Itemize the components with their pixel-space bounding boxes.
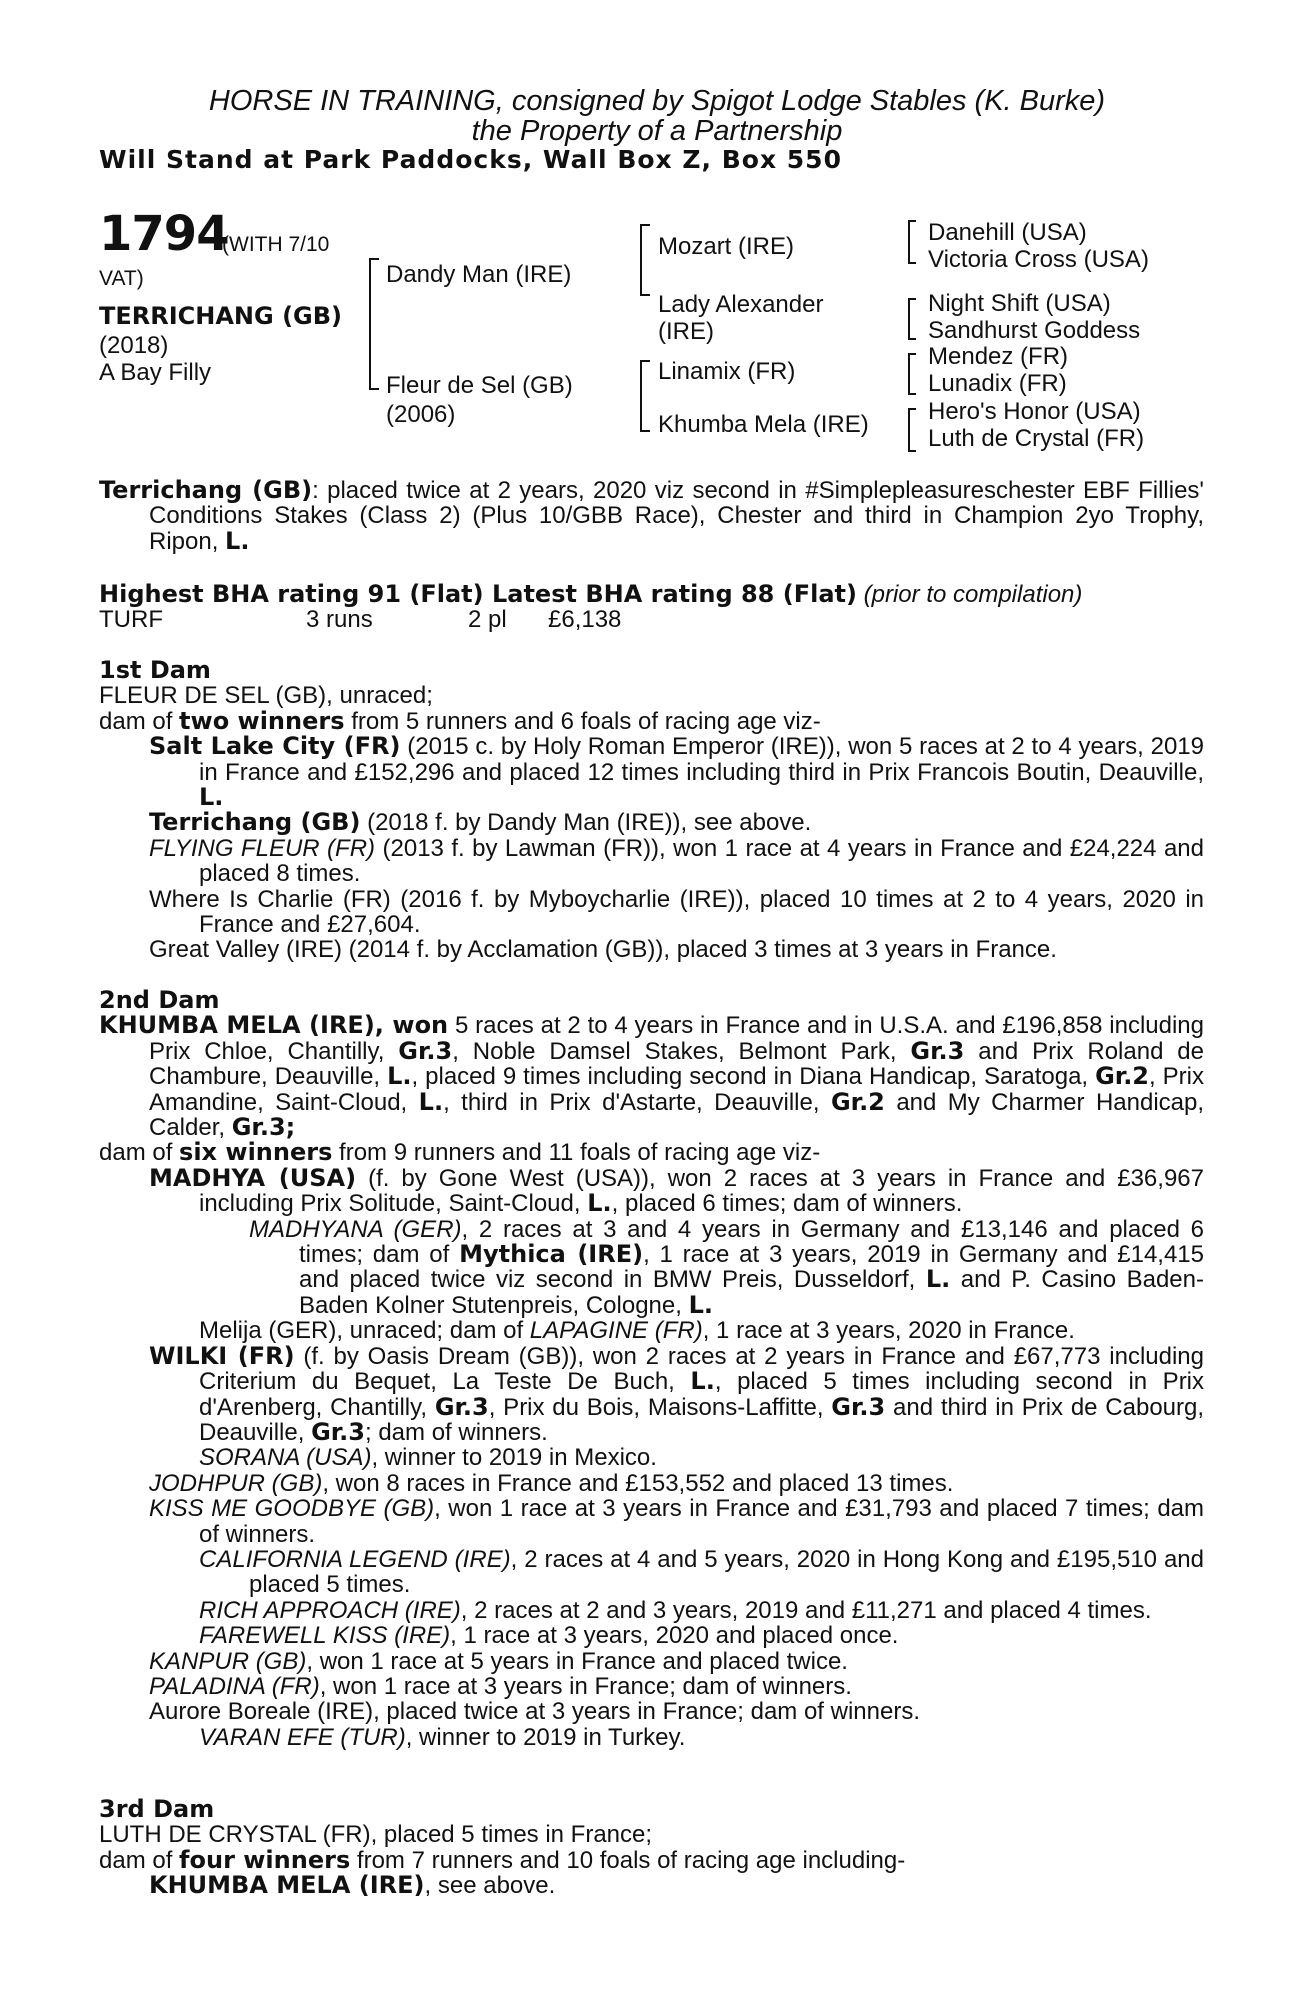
second-dam-record: KHUMBA MELA (IRE), won 5 races at 2 to 4 years in France and in U.S.A. and £196,858 including Prix Chloe, Chantilly, Gr.3, Noble Damsel Stakes, Belmont Park, Gr.3 and Prix Roland de Chambure, Deauville, L., placed 9 times including second in Diana Handicap, Saratoga, Gr.2, Prix Amandine, Saint-Cloud, L., third in Prix d'Astarte, Deauville, Gr.2 and My Charmer Handicap, Calder, Gr.3; <box>99 1011 1205 1142</box>
summary-horse-name: Terrichang (GB) <box>99 476 313 504</box>
sire-sire: Mozart (IRE) <box>658 233 795 260</box>
pedigree-brace <box>908 353 916 395</box>
pedigree-brace <box>640 360 650 432</box>
bha-rating: Highest BHA rating 91 (Flat) Latest BHA rating 88 (Flat) <box>99 580 857 608</box>
dam-year: (2006) <box>386 401 456 428</box>
produce-entry: RICH APPROACH (IRE), 2 races at 2 and 3 years, 2019 and £11,271 and placed 4 times. <box>199 1596 1152 1624</box>
dam: Fleur de Sel (GB) <box>386 372 573 399</box>
produce-entry: KANPUR (GB), won 1 race at 5 years in France and placed twice. <box>149 1647 848 1675</box>
dam-produce-summary: dam of six winners from 9 runners and 11 foals of racing age viz- <box>99 1138 821 1167</box>
listed-badge: L. <box>225 526 250 555</box>
ownership-line: the Property of a Partnership <box>471 115 843 147</box>
sire: Dandy Man (IRE) <box>386 261 572 288</box>
horse-name: TERRICHANG (GB) <box>99 302 342 330</box>
produce-entry: FAREWELL KISS (IRE), 1 race at 3 years, 2020 and placed once. <box>199 1622 899 1650</box>
summary-text: : placed twice at 2 years, 2020 viz second in #Simplepleasureschester EBF Fillies' Conditions Stakes (Class 2) (Plus 10/GBB Race), Chester and third in Champion 2yo Trophy, Ripon, <box>149 477 1204 555</box>
produce-entry: KISS ME GOODBYE (GB), won 1 race at 3 years in France and £31,793 and placed 7 times; dam of winners. <box>149 1495 1205 1548</box>
pedigree-brace <box>908 220 916 264</box>
section-heading: 2nd Dam <box>99 986 220 1014</box>
produce-entry: WILKI (FR) (f. by Oasis Dream (GB)), won 2 races at 2 years in France and £67,773 including Criterium du Bequet, La Teste De Buch, L., placed 5 times including second in Prix d'Arenberg, Chantilly, Gr.3, Prix du Bois, Maisons-Laffitte, Gr.3 and third in Prix de Cabourg, Deauville, Gr.3; dam of winners. <box>149 1341 1205 1446</box>
produce-entry: CALIFORNIA LEGEND (IRE), 2 races at 4 and 5 years, 2020 in Hong Kong and £195,510 and placed 5 times. <box>199 1545 1204 1599</box>
sire-dam-dam: Sandhurst Goddess <box>928 317 1141 344</box>
stand-location: Will Stand at Park Paddocks, Wall Box Z, Box 550 <box>99 145 842 174</box>
sire-dam-country: (IRE) <box>658 318 714 345</box>
dam-produce-summary: dam of four winners from 7 runners and 10 foals of racing age including- <box>99 1845 906 1874</box>
consignment-line: HORSE IN TRAINING, consigned by Spigot Lodge Stables (K. Burke) <box>208 85 1106 117</box>
pedigree-brace <box>640 224 650 296</box>
vat-note: (WITH 7/10 <box>222 233 330 256</box>
dam-sire-dam: Lunadix (FR) <box>928 370 1067 397</box>
turf-earnings: £6,138 <box>548 606 622 633</box>
vat-note-end: VAT) <box>99 267 144 290</box>
second-dam-section <box>99 988 1204 1750</box>
produce-entry: Where Is Charlie (FR) (2016 f. by Myboycharlie (IRE)), placed 10 times at 2 to 4 years, 2020 in France and £27,604. <box>149 885 1204 939</box>
first-dam-section <box>99 658 1204 963</box>
sire-sire-sire: Danehill (USA) <box>928 219 1087 246</box>
dam-sire: Linamix (FR) <box>658 358 796 385</box>
rating-line <box>99 582 1082 607</box>
dam-sire-sire: Mendez (FR) <box>928 343 1069 370</box>
section-heading: 1st Dam <box>99 656 211 684</box>
sire-dam-sire: Night Shift (USA) <box>928 290 1111 317</box>
section-heading: 3rd Dam <box>99 1795 215 1823</box>
pedigree-brace <box>908 298 916 340</box>
dam-name-line: FLEUR DE SEL (GB), unraced; <box>99 682 433 710</box>
pedigree-brace <box>369 258 379 390</box>
produce-entry: Aurore Boreale (IRE), placed twice at 3 years in France; dam of winners. <box>149 1698 920 1726</box>
turf-runs: 3 runs <box>306 606 373 633</box>
produce-entry: Salt Lake City (FR) (2015 c. by Holy Roman Emperor (IRE)), won 5 races at 2 to 4 years, 2019 in France and £152,296 and placed 12 times including third in Prix Francois Boutin, Deauville, L. <box>149 732 1205 812</box>
dam-name-line: LUTH DE CRYSTAL (FR), placed 5 times in France; <box>99 1821 653 1849</box>
dam-dam: Khumba Mela (IRE) <box>658 411 869 438</box>
pedigree-brace <box>908 408 916 452</box>
produce-entry: VARAN EFE (TUR), winner to 2019 in Turkey. <box>199 1723 686 1751</box>
horse-description: A Bay Filly <box>99 359 212 386</box>
third-dam-section <box>99 1797 1204 1899</box>
foaling-year: (2018) <box>99 332 169 359</box>
produce-entry: SORANA (USA), winner to 2019 in Mexico. <box>199 1444 657 1472</box>
sire-sire-dam: Victoria Cross (USA) <box>928 246 1149 273</box>
produce-entry: Terrichang (GB) (2018 f. by Dandy Man (IRE)), see above. <box>149 808 812 837</box>
produce-entry: MADHYA (USA) (f. by Gone West (USA)), won 2 races at 3 years in France and £36,967 including Prix Solitude, Saint-Cloud, L., placed 6 times; dam of winners. <box>149 1163 1204 1218</box>
dam-dam-sire: Hero's Honor (USA) <box>928 398 1141 425</box>
lot-number: 1794 <box>99 206 229 262</box>
produce-entry: KHUMBA MELA (IRE), see above. <box>149 1871 556 1900</box>
rating-note: (prior to compilation) <box>863 581 1083 608</box>
turf-placed: 2 pl <box>468 606 507 633</box>
produce-entry: FLYING FLEUR (FR) (2013 f. by Lawman (FR)), won 1 race at 4 years in France and £24,224 and placed 8 times. <box>149 834 1204 888</box>
dam-dam-dam: Luth de Crystal (FR) <box>928 425 1145 452</box>
dam-produce-summary: dam of two winners from 5 runners and 6 foals of racing age viz- <box>99 706 821 735</box>
produce-entry: PALADINA (FR), won 1 race at 3 years in France; dam of winners. <box>149 1672 852 1700</box>
race-summary <box>99 478 1204 554</box>
produce-entry: JODHPUR (GB), won 8 races in France and £153,552 and placed 13 times. <box>149 1469 954 1497</box>
produce-entry: MADHYANA (GER), 2 races at 3 and 4 years in Germany and £13,146 and placed 6 times; dam of Mythica (IRE), 1 race at 3 years, 2019 in Germany and £14,415 and placed twice viz second in BMW Preis, Dusseldorf, L. and P. Casino Baden-Baden Kolner Stutenpreis, Cologne, L. <box>249 1215 1205 1319</box>
sire-dam: Lady Alexander <box>658 291 824 318</box>
produce-entry: Great Valley (IRE) (2014 f. by Acclamation (GB)), placed 3 times at 3 years in France. <box>149 936 1057 964</box>
produce-entry: Melija (GER), unraced; dam of LAPAGINE (FR), 1 race at 3 years, 2020 in France. <box>199 1317 1075 1345</box>
turf-surface: TURF <box>99 606 163 633</box>
